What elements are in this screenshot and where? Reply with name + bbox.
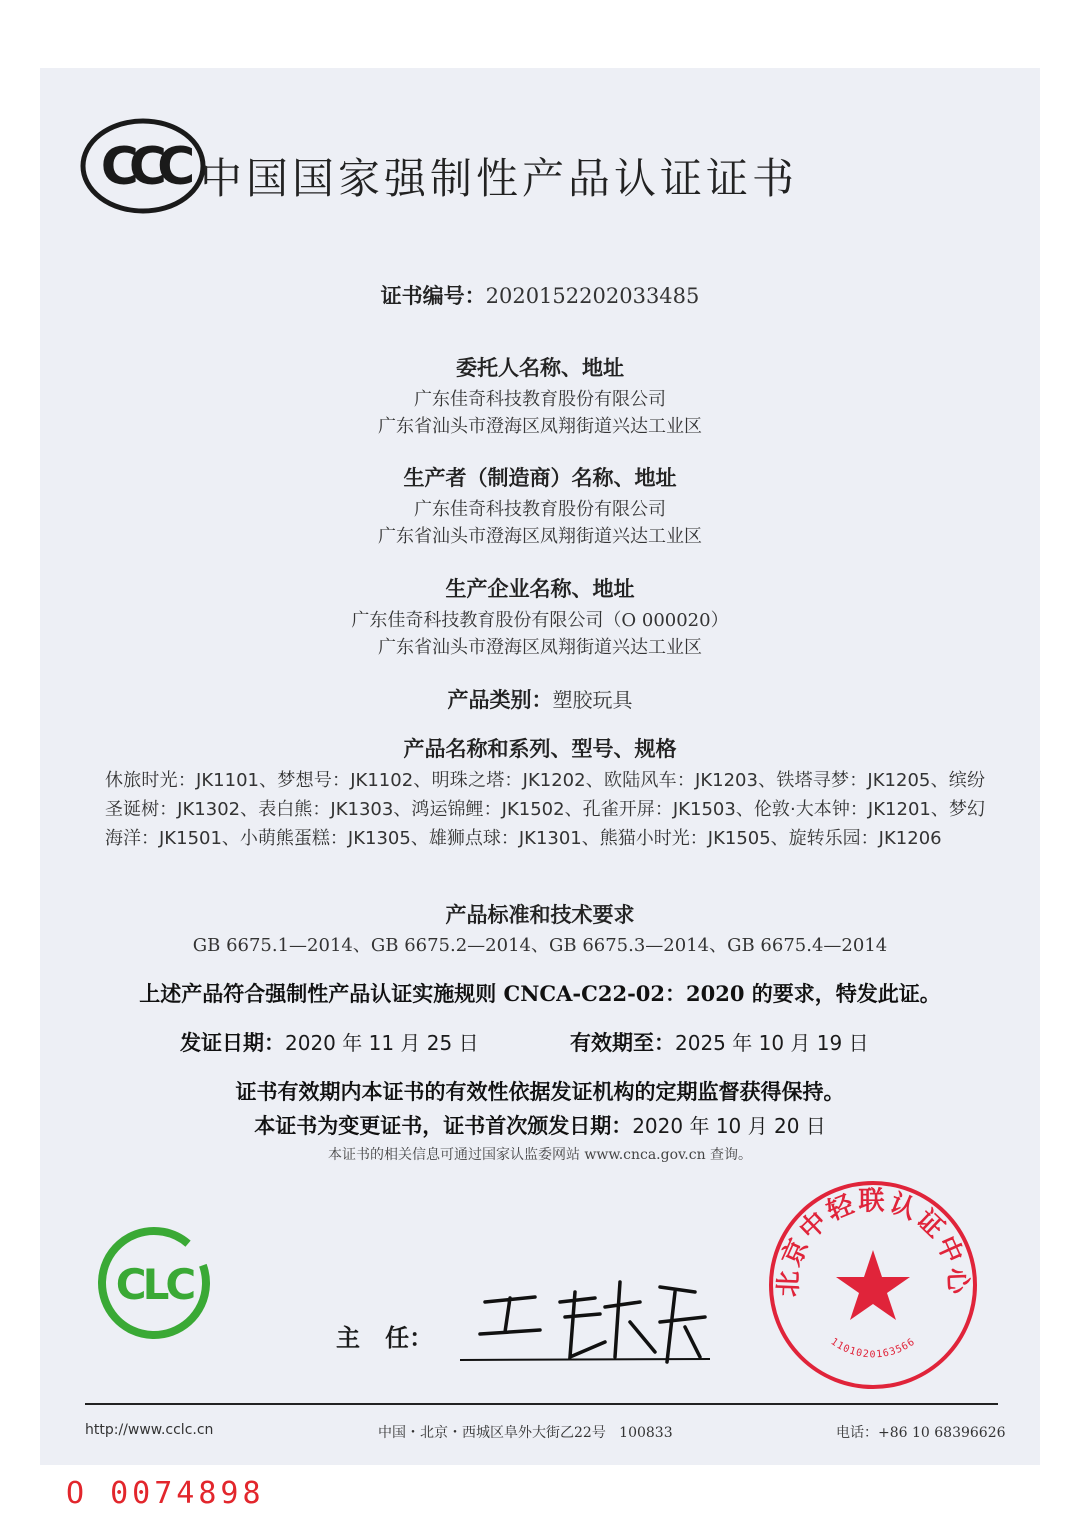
certificate-number-label: 证书编号： xyxy=(380,283,486,308)
footer-website: http://www.cclc.cn xyxy=(85,1422,214,1438)
change-note xyxy=(40,1110,1040,1140)
seal-number: 1101020163566 xyxy=(828,1336,918,1361)
clc-logo-text: CLC xyxy=(115,1260,193,1309)
issue-date-value: 2020 年 11 月 25 日 xyxy=(285,1031,479,1055)
ccc-logo-text: CCC xyxy=(100,137,186,197)
factory-name: 广东佳奇科技教育股份有限公司（O 000020） xyxy=(351,610,729,631)
client-heading: 委托人名称、地址 xyxy=(456,355,624,380)
seal-text: 北京中轻联认证中心 xyxy=(773,1186,973,1298)
certificate-number-value: 2020152202033485 xyxy=(485,284,700,308)
ccc-logo xyxy=(80,118,206,214)
change-note-label: 本证书为变更证书，证书首次颁发日期： xyxy=(254,1113,633,1138)
validity-note: 证书有效期内本证书的有效性依据发证机构的定期监督获得保持。 xyxy=(235,1079,845,1104)
product-category-value: 塑胶玩具 xyxy=(552,688,633,712)
footer-phone: 电话：+86 10 68396626 xyxy=(836,1425,1006,1441)
standards-heading: 产品标准和技术要求 xyxy=(445,902,635,927)
page-title: 中国国家强制性产品认证证书 xyxy=(200,154,799,203)
client-address: 广东省汕头市澄海区凤翔街道兴达工业区 xyxy=(378,416,702,437)
expiry-date-label: 有效期至： xyxy=(570,1030,675,1055)
expiry-date-value: 2025 年 10 月 19 日 xyxy=(675,1031,869,1055)
svg-text:1101020163566 xyxy=(829,1336,918,1360)
standards-text: GB 6675.1—2014、GB 6675.2—2014、GB 6675.3—2014、GB 6675.4—2014 xyxy=(192,935,888,956)
clc-logo xyxy=(96,1225,212,1341)
footer-address: 中国・北京・西城区阜外大街乙22号 100833 xyxy=(378,1425,673,1441)
products-list: 休旅时光：JK1101、梦想号：JK1102、明珠之塔：JK1202、欧陆风车：JK1203、铁塔寻梦：JK1205、缤纷圣诞树：JK1302、表白熊：JK1303、鸿运锦鲤：JK1502、孔雀开屏：JK1503、伦敦·大本钟：JK1201、梦幻海洋：JK1501、小萌熊蛋糕：JK1305、雄狮点球：JK1301、熊猫小时光：JK1505、旋转乐园：JK1206 xyxy=(105,770,985,849)
issue-date-label: 发证日期： xyxy=(180,1030,285,1055)
director-signature xyxy=(455,1262,725,1382)
product-category xyxy=(40,684,1040,714)
client-name: 广东佳奇科技教育股份有限公司 xyxy=(414,389,666,410)
product-category-label: 产品类别： xyxy=(447,687,553,712)
serial-number: O 0074898 xyxy=(66,1476,265,1511)
footer-divider xyxy=(85,1403,998,1405)
query-note: 本证书的相关信息可通过国家认监委网站 www.cnca.gov.cn 查询。 xyxy=(327,1147,753,1163)
expiry-date xyxy=(570,1027,869,1057)
certificate-number xyxy=(40,280,1040,310)
factory-heading: 生产企业名称、地址 xyxy=(445,576,635,601)
manufacturer-heading: 生产者（制造商）名称、地址 xyxy=(403,465,677,490)
official-seal xyxy=(766,1178,980,1392)
director-label: 主 任： xyxy=(336,1324,434,1352)
issue-date xyxy=(180,1027,479,1057)
factory-address: 广东省汕头市澄海区凤翔街道兴达工业区 xyxy=(378,637,702,658)
products-heading: 产品名称和系列、型号、规格 xyxy=(403,736,677,761)
change-note-value: 2020 年 10 月 20 日 xyxy=(632,1114,826,1138)
manufacturer-address: 广东省汕头市澄海区凤翔街道兴达工业区 xyxy=(378,526,702,547)
manufacturer-name: 广东佳奇科技教育股份有限公司 xyxy=(414,499,666,520)
conformity-statement: 上述产品符合强制性产品认证实施规则 CNCA-C22-02：2020 的要求，特发此证。 xyxy=(139,981,941,1006)
